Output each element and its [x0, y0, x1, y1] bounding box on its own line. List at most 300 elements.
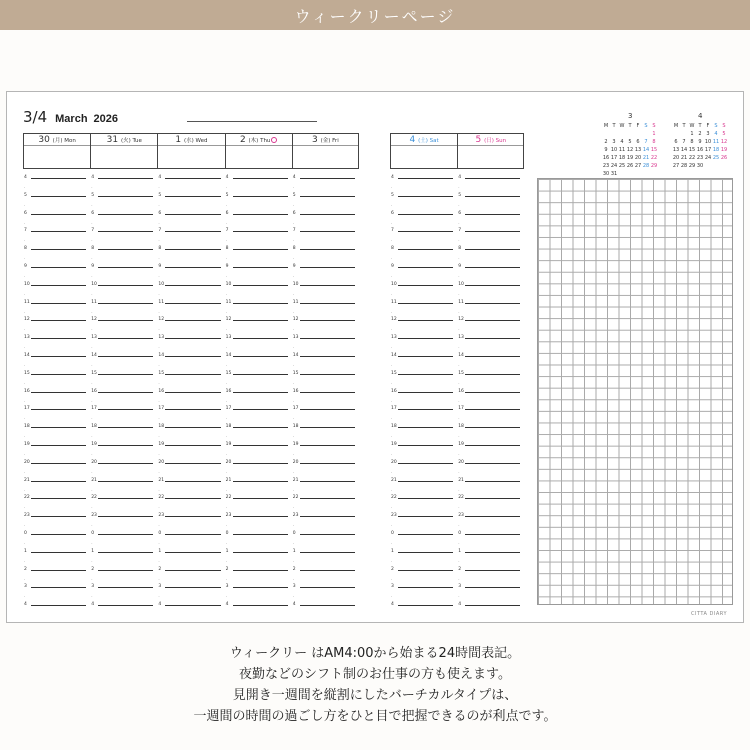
month-name: March [55, 113, 88, 125]
hour-label: 7 [225, 228, 229, 234]
header-divider [226, 145, 292, 146]
half-hour-tick: · [458, 273, 460, 279]
half-hour-tick: · [225, 345, 227, 351]
hour-line[interactable] [31, 427, 86, 428]
caption-line: 一週間の時間の過ごし方をひと目で把握できるのが利点です。 [193, 709, 557, 724]
hour-line[interactable] [165, 552, 220, 553]
hour-line[interactable] [398, 374, 453, 375]
half-hour-tick: · [91, 327, 93, 333]
hour-label: 19 [158, 442, 165, 447]
half-hour-tick: · [458, 558, 460, 564]
mini-calendar-day: 8 [652, 139, 656, 145]
hour-label: 18 [292, 424, 299, 430]
hour-label: 11 [225, 299, 232, 305]
hour-line[interactable] [465, 516, 520, 517]
hour-line[interactable] [31, 285, 86, 286]
hour-line[interactable] [300, 214, 355, 215]
half-hour-tick: · [158, 594, 160, 600]
hour-line[interactable] [165, 285, 220, 286]
hour-label: 8 [458, 246, 462, 252]
hour-line[interactable] [31, 338, 86, 339]
mini-calendar-day: 8 [690, 139, 694, 145]
day-weekday-jp: (月) [52, 138, 65, 144]
hour-line[interactable] [300, 303, 355, 304]
hour-line[interactable] [233, 374, 288, 375]
hour-line[interactable] [398, 552, 453, 553]
hour-line[interactable] [398, 605, 453, 606]
hour-line[interactable] [398, 587, 453, 588]
hour-line[interactable] [98, 587, 153, 588]
hour-line[interactable] [233, 516, 288, 517]
hour-line[interactable] [31, 552, 86, 553]
hour-line[interactable] [31, 320, 86, 321]
hour-line[interactable] [165, 534, 220, 535]
hour-line[interactable] [165, 214, 220, 215]
hour-line[interactable] [465, 214, 520, 215]
half-hour-tick: · [225, 184, 227, 190]
hour-line[interactable] [233, 570, 288, 571]
hour-label: 14 [292, 353, 299, 358]
hour-label: 23 [24, 513, 30, 519]
hour-line[interactable] [233, 338, 288, 339]
hour-label: 21 [458, 477, 464, 483]
hour-line[interactable] [300, 498, 355, 499]
hour-label: 2 [225, 566, 229, 572]
hour-line[interactable] [233, 587, 288, 588]
hour-line[interactable] [233, 427, 288, 428]
hour-line[interactable] [465, 178, 520, 179]
hour-label: 4 [225, 175, 229, 180]
hour-label: 3 [225, 584, 229, 590]
hour-line[interactable] [398, 516, 453, 517]
hour-line[interactable] [165, 231, 220, 232]
hour-line[interactable] [165, 427, 220, 428]
hour-label: 4 [158, 602, 162, 608]
hour-line[interactable] [465, 445, 520, 446]
half-hour-tick: · [91, 380, 93, 386]
hour-line[interactable] [165, 445, 220, 446]
half-hour-tick: · [91, 540, 93, 546]
hour-line[interactable] [31, 249, 86, 250]
hour-line[interactable] [465, 320, 520, 321]
half-hour-tick: · [225, 434, 227, 440]
hour-line[interactable] [233, 498, 288, 499]
half-hour-tick: · [458, 291, 460, 297]
hour-line[interactable] [465, 481, 520, 482]
hour-line[interactable] [465, 374, 520, 375]
half-hour-tick: · [225, 256, 227, 262]
hour-line[interactable] [233, 463, 288, 464]
half-hour-tick: · [91, 256, 93, 262]
hour-line[interactable] [31, 516, 86, 517]
hour-line[interactable] [300, 196, 355, 197]
hour-line[interactable] [300, 409, 355, 410]
hour-line[interactable] [233, 196, 288, 197]
hour-label: 0 [158, 531, 162, 536]
hour-line[interactable] [165, 356, 220, 357]
hour-line[interactable] [398, 534, 453, 535]
hour-line[interactable] [398, 481, 453, 482]
hour-line[interactable] [300, 516, 355, 517]
mini-calendar-weekday: S [652, 123, 656, 129]
hour-line[interactable] [300, 481, 355, 482]
half-hour-tick: · [225, 451, 227, 457]
half-hour-tick: · [24, 523, 26, 529]
hour-line[interactable] [465, 285, 520, 286]
hour-line[interactable] [98, 463, 153, 464]
hour-line[interactable] [98, 409, 153, 410]
hour-line[interactable] [31, 374, 86, 375]
half-hour-tick: · [158, 576, 160, 582]
hour-line[interactable] [465, 303, 520, 304]
hour-line[interactable] [398, 267, 453, 268]
hour-line[interactable] [98, 196, 153, 197]
hour-line[interactable] [165, 267, 220, 268]
hour-line[interactable] [31, 356, 86, 357]
mini-calendar-weekday: M [673, 123, 679, 129]
mini-calendar-day: 15 [688, 147, 696, 153]
hour-line[interactable] [233, 231, 288, 232]
hour-line[interactable] [233, 356, 288, 357]
hour-line[interactable] [233, 303, 288, 304]
mini-calendar-day: 3 [706, 131, 710, 137]
hour-line[interactable] [398, 445, 453, 446]
hour-line[interactable] [165, 374, 220, 375]
hour-line[interactable] [233, 178, 288, 179]
hour-label: 15 [292, 370, 299, 376]
hour-line[interactable] [233, 320, 288, 321]
hour-line[interactable] [165, 196, 220, 197]
hour-line[interactable] [233, 392, 288, 393]
half-hour-tick: · [391, 345, 393, 351]
hour-line[interactable] [31, 178, 86, 179]
hour-line[interactable] [165, 587, 220, 588]
half-hour-tick: · [458, 487, 460, 493]
hour-line[interactable] [165, 320, 220, 321]
hour-line[interactable] [398, 249, 453, 250]
hour-line[interactable] [465, 463, 520, 464]
hour-label: 23 [292, 513, 299, 519]
hour-line[interactable] [98, 552, 153, 553]
hour-line[interactable] [300, 374, 355, 375]
hour-line[interactable] [98, 534, 153, 535]
half-hour-tick: · [458, 184, 460, 190]
hour-line[interactable] [300, 356, 355, 357]
hour-line[interactable] [165, 570, 220, 571]
hour-line[interactable] [465, 338, 520, 339]
hour-line[interactable] [398, 463, 453, 464]
mini-calendar-day: 31 [610, 171, 618, 177]
half-hour-tick: · [225, 309, 227, 315]
hour-line[interactable] [233, 605, 288, 606]
hour-label: 4 [24, 175, 27, 180]
hour-line[interactable] [98, 231, 153, 232]
mini-calendar-day: 18 [712, 147, 720, 153]
hour-line[interactable] [300, 552, 355, 553]
hour-line[interactable] [465, 534, 520, 535]
hour-line[interactable] [465, 409, 520, 410]
hour-line[interactable] [31, 481, 86, 482]
mini-calendar-day: 12 [720, 139, 728, 145]
caption-line: 見開き一週間を縦割にしたバーチカルタイプは、 [232, 688, 518, 703]
hour-line[interactable] [98, 516, 153, 517]
hour-line[interactable] [31, 303, 86, 304]
day-number: 5 [475, 135, 485, 145]
half-hour-tick: · [158, 220, 160, 226]
half-hour-tick: · [292, 416, 295, 422]
hour-line[interactable] [98, 249, 153, 250]
mini-calendar-month: 4 [698, 112, 703, 120]
hour-line[interactable] [98, 303, 153, 304]
hour-label: 18 [24, 424, 30, 430]
hour-line[interactable] [31, 587, 86, 588]
half-hour-tick: · [458, 416, 460, 422]
half-hour-tick: · [24, 184, 26, 190]
hour-label: 4 [91, 175, 95, 180]
hour-label: 6 [458, 210, 462, 216]
half-hour-tick: · [292, 256, 295, 262]
hour-line[interactable] [98, 320, 153, 321]
hour-line[interactable] [98, 392, 153, 393]
hour-line[interactable] [31, 498, 86, 499]
hour-line[interactable] [31, 463, 86, 464]
hour-label: 1 [158, 548, 162, 554]
hour-line[interactable] [165, 178, 220, 179]
hour-line[interactable] [165, 303, 220, 304]
hour-line[interactable] [233, 552, 288, 553]
hour-label: 21 [91, 477, 97, 483]
hour-line[interactable] [300, 178, 355, 179]
hour-line[interactable] [398, 356, 453, 357]
hour-line[interactable] [398, 409, 453, 410]
hour-line[interactable] [300, 320, 355, 321]
hour-label: 17 [158, 406, 165, 412]
hour-line[interactable] [98, 214, 153, 215]
hour-label: 20 [225, 459, 232, 465]
half-hour-tick: · [158, 469, 160, 475]
hour-line[interactable] [398, 178, 453, 179]
brand-mark: CITTA DIARY [690, 611, 727, 617]
hour-line[interactable] [465, 552, 520, 553]
hour-line[interactable] [465, 498, 520, 499]
header-divider [91, 145, 157, 146]
hour-line[interactable] [233, 249, 288, 250]
hour-line[interactable] [31, 534, 86, 535]
year: 2026 [93, 113, 119, 125]
hour-line[interactable] [300, 285, 355, 286]
hour-line[interactable] [98, 570, 153, 571]
mini-calendar-day: 14 [642, 147, 650, 153]
hour-line[interactable] [98, 445, 153, 446]
hour-label: 8 [225, 246, 229, 252]
hour-line[interactable] [98, 356, 153, 357]
hour-line[interactable] [300, 605, 355, 606]
half-hour-tick: · [292, 398, 295, 404]
hour-line[interactable] [465, 427, 520, 428]
hour-line[interactable] [165, 481, 220, 482]
hour-line[interactable] [31, 392, 86, 393]
half-hour-tick: · [158, 202, 160, 208]
hour-line[interactable] [465, 570, 520, 571]
hour-line[interactable] [98, 178, 153, 179]
hour-line[interactable] [300, 338, 355, 339]
hour-label: 0 [24, 531, 27, 536]
hour-label: 14 [24, 353, 30, 358]
hour-line[interactable] [31, 445, 86, 446]
hour-label: 23 [158, 513, 165, 519]
hour-label: 17 [292, 406, 299, 412]
hour-label: 6 [91, 210, 95, 216]
half-hour-tick: · [24, 505, 26, 511]
hour-line[interactable] [300, 463, 355, 464]
hour-line[interactable] [300, 249, 355, 250]
half-hour-tick: · [458, 594, 460, 600]
hour-label: 13 [292, 335, 299, 341]
mini-calendar-day: 20 [634, 155, 642, 161]
hour-line[interactable] [98, 605, 153, 606]
hour-label: 0 [458, 531, 462, 536]
hour-line[interactable] [398, 285, 453, 286]
half-hour-tick: · [458, 523, 460, 529]
hour-line[interactable] [165, 409, 220, 410]
hour-line[interactable] [31, 605, 86, 606]
hour-label: 20 [391, 459, 397, 465]
hour-line[interactable] [465, 249, 520, 250]
hour-label: 15 [391, 370, 397, 376]
hour-label: 16 [158, 388, 165, 394]
hour-line[interactable] [233, 267, 288, 268]
hour-line[interactable] [98, 338, 153, 339]
half-hour-tick: · [158, 451, 160, 457]
hour-line[interactable] [398, 231, 453, 232]
half-hour-tick: · [158, 523, 160, 529]
hour-line[interactable] [31, 409, 86, 410]
hour-line[interactable] [233, 409, 288, 410]
hour-label: 17 [24, 406, 30, 412]
half-hour-tick: · [225, 469, 227, 475]
hour-label: 6 [158, 210, 162, 216]
hour-line[interactable] [31, 196, 86, 197]
hour-line[interactable] [98, 374, 153, 375]
hour-label: 17 [225, 406, 232, 412]
half-hour-tick: · [391, 291, 393, 297]
half-hour-tick: · [225, 398, 227, 404]
day-weekday-jp: (水) [184, 138, 196, 144]
hour-line[interactable] [300, 570, 355, 571]
hour-line[interactable] [465, 231, 520, 232]
hour-line[interactable] [300, 427, 355, 428]
hour-line[interactable] [398, 320, 453, 321]
mini-calendar-day: 17 [610, 155, 618, 161]
hour-line[interactable] [165, 338, 220, 339]
hour-label: 20 [91, 459, 97, 465]
hour-line[interactable] [398, 427, 453, 428]
hour-label: 22 [225, 495, 232, 501]
hour-line[interactable] [465, 392, 520, 393]
header-divider [458, 145, 523, 146]
hour-line[interactable] [233, 214, 288, 215]
day-header [225, 133, 292, 169]
hour-line[interactable] [98, 498, 153, 499]
day-header [457, 133, 524, 169]
hour-label: 19 [292, 442, 299, 447]
hour-line[interactable] [233, 445, 288, 446]
hour-label: 1 [292, 548, 296, 554]
hour-line[interactable] [165, 516, 220, 517]
hour-line[interactable] [398, 570, 453, 571]
half-hour-tick: · [24, 327, 26, 333]
mini-calendar-day: 28 [642, 163, 650, 169]
mini-calendar-day: 27 [672, 163, 680, 169]
hour-line[interactable] [31, 231, 86, 232]
half-hour-tick: · [24, 576, 26, 582]
hour-line[interactable] [300, 231, 355, 232]
hour-line[interactable] [465, 587, 520, 588]
half-hour-tick: · [24, 416, 26, 422]
hour-line[interactable] [31, 570, 86, 571]
hour-line[interactable] [300, 267, 355, 268]
hour-line[interactable] [465, 605, 520, 606]
hour-line[interactable] [398, 392, 453, 393]
hour-line[interactable] [165, 463, 220, 464]
hour-line[interactable] [98, 481, 153, 482]
half-hour-tick: · [292, 540, 295, 546]
hour-line[interactable] [465, 356, 520, 357]
hour-line[interactable] [165, 605, 220, 606]
hour-line[interactable] [300, 445, 355, 446]
hour-line[interactable] [31, 267, 86, 268]
hour-line[interactable] [98, 285, 153, 286]
half-hour-tick: · [458, 327, 460, 333]
hour-line[interactable] [398, 196, 453, 197]
hour-label: 13 [458, 335, 464, 341]
hour-label: 10 [225, 281, 232, 287]
half-hour-tick: · [391, 487, 393, 493]
hour-line[interactable] [300, 587, 355, 588]
half-hour-tick: · [292, 309, 295, 315]
hour-label: 8 [391, 246, 394, 252]
hour-line[interactable] [165, 498, 220, 499]
hour-line[interactable] [98, 427, 153, 428]
hour-line[interactable] [233, 534, 288, 535]
hour-line[interactable] [300, 392, 355, 393]
hour-line[interactable] [165, 392, 220, 393]
hour-label: 22 [458, 495, 464, 501]
hour-line[interactable] [398, 303, 453, 304]
hour-line[interactable] [398, 214, 453, 215]
hour-label: 4 [391, 175, 394, 180]
hour-label: 4 [292, 602, 296, 608]
hour-line[interactable] [233, 285, 288, 286]
mini-calendar-day: 21 [680, 155, 688, 161]
hour-label: 2 [24, 566, 27, 572]
hour-line[interactable] [398, 338, 453, 339]
half-hour-tick: · [292, 362, 295, 368]
hour-line[interactable] [300, 534, 355, 535]
hour-line[interactable] [465, 267, 520, 268]
hour-line[interactable] [98, 267, 153, 268]
half-hour-tick: · [24, 594, 26, 600]
hour-line[interactable] [165, 249, 220, 250]
hour-line[interactable] [31, 214, 86, 215]
hour-line[interactable] [398, 498, 453, 499]
hour-line[interactable] [465, 196, 520, 197]
hour-label: 16 [24, 388, 30, 394]
day-weekday-en: Mon [64, 138, 76, 144]
half-hour-tick: · [292, 523, 295, 529]
hour-line[interactable] [233, 481, 288, 482]
mini-calendar-day: 4 [620, 139, 624, 145]
